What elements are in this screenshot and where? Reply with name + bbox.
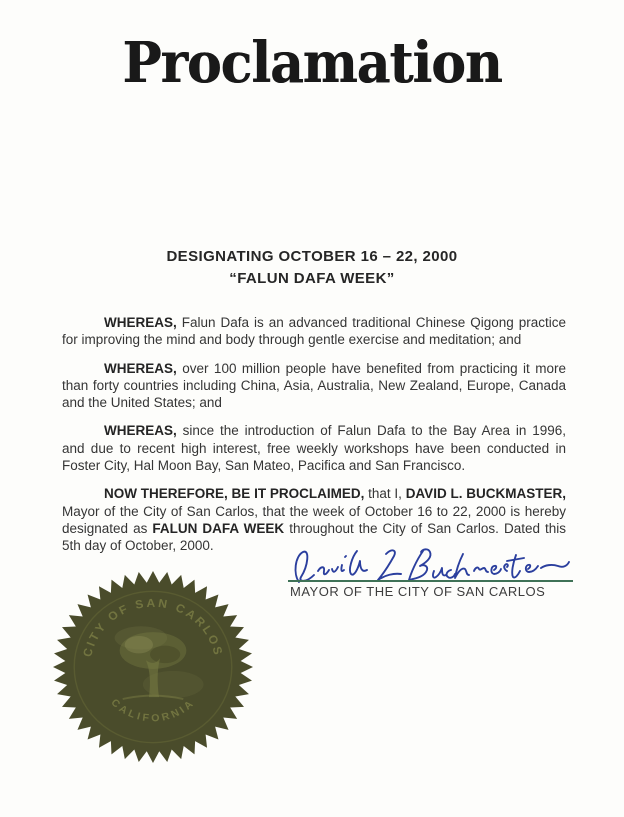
signature-line (288, 580, 573, 582)
heading-line-2: “FALUN DAFA WEEK” (229, 270, 395, 287)
heading-line-1: DESIGNATING OCTOBER 16 – 22, 2000 (166, 248, 458, 265)
signer-title: MAYOR OF THE CITY OF SAN CARLOS (290, 584, 546, 599)
proclamation-body (62, 314, 566, 566)
paragraph-whereas-3: WHEREAS, since the introduction of Falun Dafa to the Bay Area in 1996, and due to recent high interest, free weekly workshops have been conducted in Foster City, Hal Moon Bay, San Mateo, Pacifica and San Francisco. (62, 423, 566, 474)
signature-block (288, 542, 573, 602)
city-seal (52, 570, 254, 764)
paragraph-whereas-1: WHEREAS, Falun Dafa is an advanced traditional Chinese Qigong practice for improving the mind and body through gentle exercise and meditation; and (62, 315, 566, 348)
paragraph-whereas-2: WHEREAS, over 100 million people have benefited from practicing it more than forty countries including China, Asia, Australia, New Zealand, Europe, Canada and the United States; and (62, 360, 566, 411)
document-title: Proclamation (122, 30, 502, 96)
paragraph-proclamation: NOW THEREFORE, BE IT PROCLAIMED, that I, DAVID L. BUCKMASTER, Mayor of the City of San Carlos, that the week of October 16 to 22, 2000 is hereby designated as FALUN DAFA WEEK throughout the City of San Carlos. Dated this 5th day of October, 2000. (62, 486, 566, 554)
designation-heading (0, 246, 624, 290)
seal-bottom-text: CALIFORNIA (108, 697, 198, 725)
seal-top-text: CITY OF SAN CARLOS (80, 596, 226, 659)
